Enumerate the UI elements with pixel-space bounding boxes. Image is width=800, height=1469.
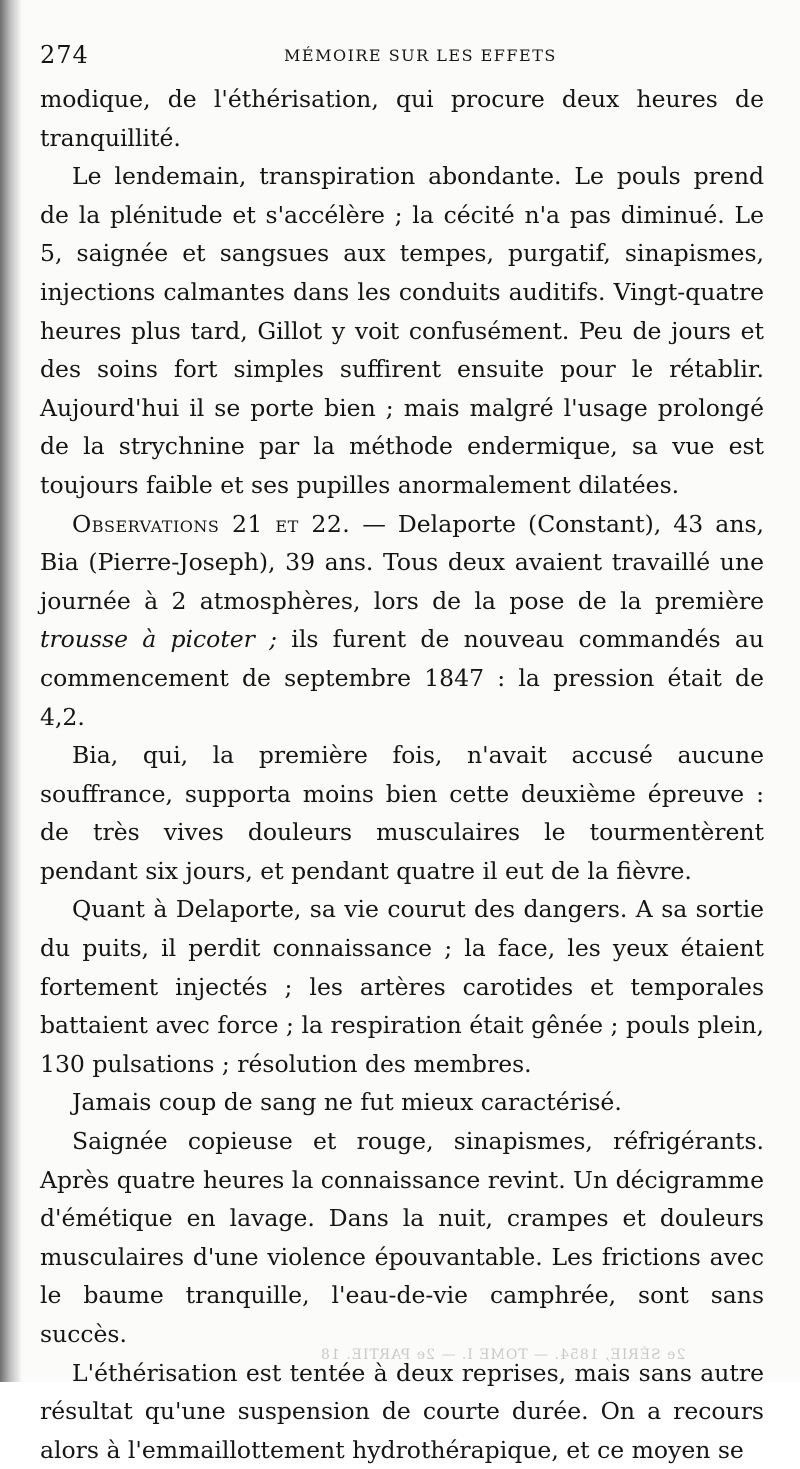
observation-heading: Observations 21 et 22. (72, 509, 351, 538)
paragraph-6: Jamais coup de sang ne fut mieux caractérisé. (72, 1088, 622, 1117)
body-text (40, 80, 764, 1469)
paragraph-7: Saignée copieuse et rouge, sinapismes, réfrigérants. Après quatre heures la connaissance revint. Un décigramme d'émétique en lavage. Dans la nuit, crampes et douleurs musculaires d'une violence épouvantable. Les frictions avec le baume tranquille, l'eau-de-vie camphrée, sont sans succès. (40, 1127, 764, 1348)
running-title: MÉMOIRE SUR LES EFFETS (284, 46, 557, 65)
paragraph-3-text-after: ils furent de nouveau commandés au commencement de septembre 1847 : la pression était de 4,2. (40, 625, 765, 731)
page-gutter-shadow (0, 0, 22, 1382)
paragraph-1: modique, de l'éthérisation, qui procure deux heures de tranquillité. (40, 85, 764, 152)
paragraph-3-text: — Delaporte (Constant), 43 ans, Bia (Pierre-Joseph), 39 ans. Tous deux avaient travaillé une journée à 2 atmosphères, lors de la pose de la première (40, 509, 764, 615)
paragraph-5: Quant à Delaporte, sa vie courut des dangers. A sa sortie du puits, il perdit connaissance ; la face, les yeux étaient fortement injectés ; les artères carotides et temporales battaient avec force ; la respiration était gênée ; pouls plein, 130 pulsations ; résolution des membres. (40, 895, 764, 1078)
page-number: 274 (40, 41, 89, 69)
paragraph-4: Bia, qui, la première fois, n'avait accusé aucune souffrance, supporta moins bien cette deuxième épreuve : de très vives douleurs musculaires le tourmentèrent pendant six jours, et pendant quatre il eut de la fièvre. (40, 741, 764, 885)
bleed-through-footer: 2e SÉRIE, 1854. — TOME I. — 2e PARTIE. 18 (320, 1347, 686, 1363)
paragraph-3 (40, 505, 764, 737)
paragraph-8: L'éthérisation est tentée à deux reprises, mais sans autre résultat qu'une suspension de courte durée. On a recours alors à l'emmaillottement hydrothérapique, et ce moyen se (40, 1358, 764, 1464)
italic-term: trousse à picoter ; (40, 625, 278, 654)
paragraph-2: Le lendemain, transpiration abondante. Le pouls prend de la plénitude et s'accélère ; la cécité n'a pas diminué. Le 5, saignée et sangsues aux tempes, purgatif, sinapismes, injections calmantes dans les conduits auditifs. Vingt-quatre heures plus tard, Gillot y voit confusément. Peu de jours et des soins fort simples suffirent ensuite pour le rétablir. Aujourd'hui il se porte bien ; mais malgré l'usage prolongé de la strychnine par la méthode endermique, sa vue est toujours faible et ses pupilles anormalement dilatées. (40, 162, 764, 499)
page-header (40, 38, 764, 72)
